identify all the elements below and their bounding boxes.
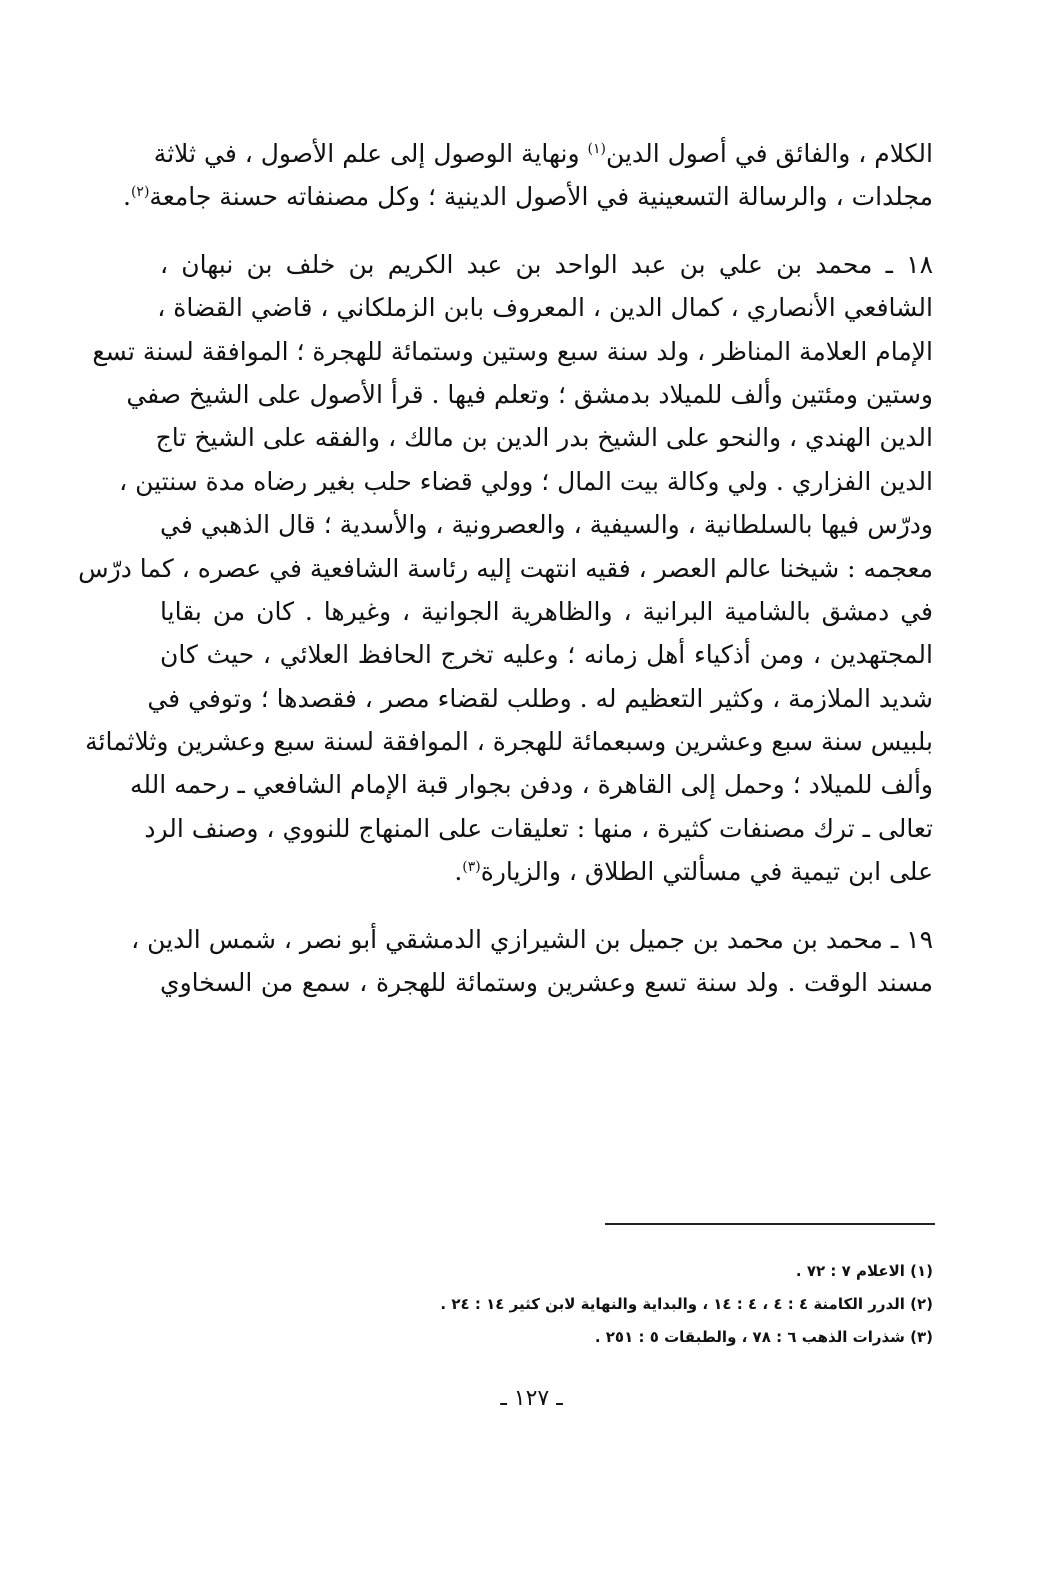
footnote-3: (٣) شذرات الذهب ٦ : ٧٨ ، والطبقات ٥ : ٢٥١ .	[594, 1328, 933, 1346]
text-line: ودرّس فيها بالسلطانية ، والسيفية ، والعصرونية ، والأسدية ؛ قال الذهبي في	[160, 510, 933, 540]
text-line: على ابن تيمية في مسألتي الطلاق ، والزيارة$^{(٣)}$.	[454, 857, 933, 887]
main-text	[78, 132, 933, 1004]
footnote-1: (١) الاعلام ٧ : ٧٢ .	[795, 1262, 933, 1280]
footnote-ref: (١)	[587, 141, 606, 157]
paragraph-entry-19	[131, 918, 933, 1005]
text-line: الكلام ، والفائق في أصول الدين$^{(١)}$ ونهاية الوصول إلى علم الأصول ، في ثلاثة	[153, 139, 933, 168]
footnote-2: (٢) الدرر الكامنة ٤ : ٤ ، ٤ : ١٤ ، والبداية والنهاية لابن كثير ١٤ : ٢٤ .	[440, 1295, 933, 1313]
text-line: شديد الملازمة ، وكثير التعظيم له . وطلب لقضاء مصر ، فقصدها ؛ وتوفي في	[147, 683, 933, 713]
footnote-ref: (٢)	[130, 184, 150, 201]
text-line: وستين ومئتين وألف للميلاد بدمشق ؛ وتعلم فيها . قرأ الأصول على الشيخ صفي	[126, 379, 933, 409]
text-line: معجمه : شيخنا عالم العصر ، فقيه انتهت إليه رئاسة الشافعية في عصره ، كما درّس	[78, 553, 933, 583]
text-line: ١٩ ـ محمد بن محمد بن جميل بن الشيرازي الدمشقي أبو نصر ، شمس الدين ،	[131, 924, 933, 954]
text-line: بلبيس سنة سبع وعشرين وسبعمائة للهجرة ، الموافقة لسنة سبع وعشرين وثلاثمائة	[85, 727, 933, 757]
paragraph-intro	[123, 132, 933, 219]
footnote-ref: (٣)	[462, 859, 481, 876]
text-line: الدين الفزاري . ولي وكالة بيت المال ؛ وولي قضاء حلب بغير رضاه مدة سنتين ،	[119, 466, 933, 496]
text-line: في دمشق بالشامية البرانية ، والظاهرية الجوانية ، وغيرها . كان من بقايا	[160, 596, 933, 626]
text-line: الشافعي الأنصاري ، كمال الدين ، المعروف بابن الزملكاني ، قاضي القضاة ،	[157, 293, 933, 323]
paragraph-entry-18	[78, 243, 933, 894]
text-line: مسند الوقت . ولد سنة تسع وعشرين وستمائة للهجرة ، سمع من السخاوي	[160, 968, 933, 998]
text-line: تعالى ـ ترك مصنفات كثيرة ، منها : تعليقات على المنهاج للنووي ، وصنف الرد	[144, 813, 933, 843]
text-line: المجتهدين ، ومن أذكياء أهل زمانه ؛ وعليه تخرج الحافظ العلائي ، حيث كان	[160, 640, 933, 670]
text-line: ١٨ ـ محمد بن علي بن عبد الواحد بن عبد الكريم بن خلف بن نبهان ،	[160, 249, 933, 279]
text-line: الدين الهندي ، والنحو على الشيخ بدر الدين بن مالك ، والفقه على الشيخ تاج	[155, 423, 933, 453]
footnotes	[160, 1255, 933, 1354]
text-line: الإمام العلامة المناظر ، ولد سنة سبع وستين وستمائة للهجرة ؛ الموافقة لسنة تسع	[92, 336, 933, 366]
text-line: مجلدات ، والرسالة التسعينية في الأصول الدينية ؛ وكل مصنفاته حسنة جامعة$^{(٢)}$.	[123, 182, 933, 212]
footnote-divider	[605, 1223, 935, 1225]
text-line: وألف للميلاد ؛ وحمل إلى القاهرة ، ودفن بجوار قبة الإمام الشافعي ـ رحمه الله	[129, 770, 933, 800]
page-number: ـ ١٢٧ ـ	[500, 1386, 563, 1411]
